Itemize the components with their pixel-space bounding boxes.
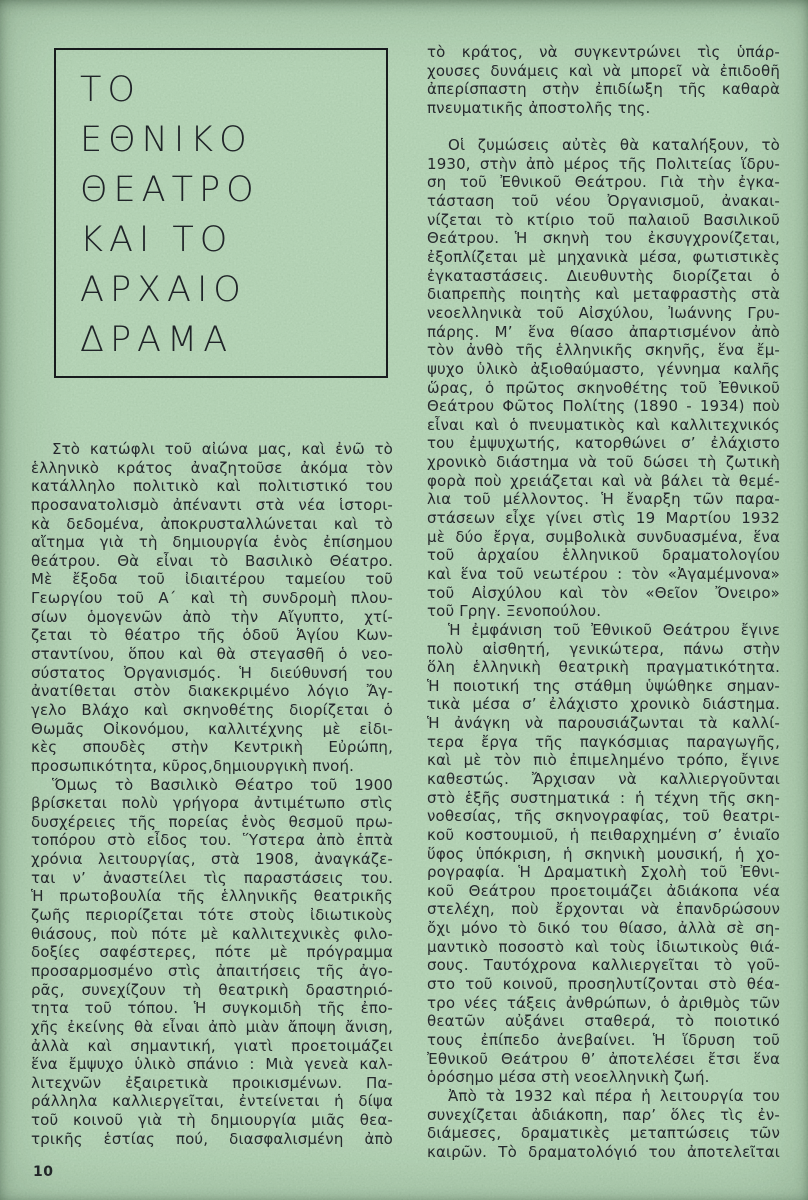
paragraph	[427, 1087, 780, 1162]
text-line: νίζεται τὸ κτίριο τοῦ παλαιοῦ Βασιλικοῦ	[427, 210, 780, 229]
text-line: γελο Βλάχο καὶ σκηνοθέτης διορίζεται ὁ	[31, 700, 393, 719]
text-line: προσωπικότητα, κῦρος,δημιουργικὴ πνοή.	[31, 756, 355, 775]
title-box	[54, 48, 388, 378]
text-line: καὶ ἕνα τοῦ νεωτέρου : τὸν «Ἀγαμέμνονα»	[427, 564, 780, 583]
text-line: σίων ὁμογενῶν ἀπὸ τὴν Αἴγυπτο, χτί-	[31, 607, 393, 626]
text-line: διαπρεπὴς ποιητὴς καὶ μεταφραστὴς στὰ	[427, 285, 780, 304]
text-line: χουσες δυνάμεις καὶ νὰ μπορεῖ νὰ ἐπιδοθῆ	[427, 61, 780, 80]
text-line: ψυχο ὑλικὸ ἀξιοθαύμαστο, γέννημα καλῆς	[427, 359, 780, 378]
text-line: τοῦ ἀρχαίου ἑλληνικοῦ δραματολογίου	[427, 546, 780, 565]
text-line: Ἡ πρωτοβουλία τῆς ἑλληνικῆς θεατρικῆς	[31, 887, 393, 906]
text-line: σους. Ταυτόχρονα καλλιεργεῖται τὸ γοῦ-	[427, 956, 780, 975]
text-line: μαντικὸ ποσοστὸ καὶ τοὺς ἰδιωτικοὺς θιά-	[427, 937, 780, 956]
text-line: κοῦ Θεάτρου προετοιμάζει ἀδιάκοπα νέα	[427, 881, 780, 900]
text-line: τοῦ Γρηγ. Ξενοπούλου.	[427, 602, 602, 621]
text-line: θεατῶν αὐξάνει σταθερά, τὸ ποιοτικό	[427, 1012, 780, 1031]
text-line: ἐγκαταστάσεις. Διευθυντὴς διορίζεται ὁ	[427, 266, 780, 285]
text-line: ράλληλα καλλιεργεῖται, ἐντείνεται ἡ δίψα	[31, 1092, 393, 1111]
text-line: τρο νέες τάξεις ἀνθρώπων, ὁ ἀριθμὸς τῶν	[427, 993, 780, 1012]
text-line: ἀλλὰ καὶ σημαντική, γιατὶ προετοιμάζει	[31, 1036, 393, 1055]
text-line: ἀπερίσπαστη στὴν ἐπιδίωξη τῆς καθαρὰ	[427, 80, 780, 99]
text-line: καιρῶν. Τὸ δραματολόγιό του ἀποτελεῖται	[427, 1142, 780, 1161]
title-line: ΑΡΧΑΙΟ	[80, 270, 247, 310]
text-line: κοῦ κοστουμιοῦ, ἡ πειθαρχημένη σ’ ἑνιαῖο	[427, 825, 780, 844]
paragraph	[427, 43, 780, 118]
text-line: λιτεχνῶν ἐξαιρετικὰ προικισμένων. Πα-	[31, 1073, 393, 1092]
left-column	[31, 440, 393, 1148]
text-line: στο τοῦ κοινοῦ, προσηλυτίζονται στὸ θέα-	[427, 975, 780, 994]
text-line: στάσεων εἶχε γίνει στὶς 19 Μαρτίου 1932	[427, 509, 780, 528]
text-line: ὥρας, ὁ πρῶτος σκηνοθέτης τοῦ Ἐθνικοῦ	[427, 378, 780, 397]
text-line: τὸ κράτος, νὰ συγκεντρώνει τὶς ὑπάρ-	[427, 43, 780, 61]
paragraph	[31, 440, 393, 776]
text-line: Θεάτρου Φῶτος Πολίτης (1890 - 1934) ποὺ	[427, 397, 780, 416]
text-line: ζωῆς περιορίζεται τότε στοὺς ἰδιωτικοὺς	[31, 906, 393, 925]
text-line: πολὺ αἰσθητή, γενικώτερα, πάνω στὴν	[427, 639, 780, 658]
text-line: ἕνα ἔμψυχο ὑλικὸ σπάνιο : Μιὰ γενεὰ καλ-	[31, 1055, 393, 1074]
text-line: βρίσκεται πολὺ γρήγορα ἀντιμέτωπο στὶς	[31, 794, 393, 813]
text-line: Ὅμως τὸ Βασιλικὸ Θέατρο τοῦ 1900	[52, 775, 393, 794]
text-line: Οἱ ζυμώσεις αὐτὲς θὰ καταλήξουν, τὸ	[448, 136, 780, 155]
title-line: ΚΑΙ ΤΟ	[80, 220, 234, 260]
title-line: ΔΡΑΜΑ	[80, 320, 234, 360]
text-line: τους ἐπίπεδο ἀνεβαίνει. Ἡ ἵδρυση τοῦ	[427, 1030, 780, 1049]
text-line: Θεάτρου. Ἡ σκηνὴ του ἐκσυγχρονίζεται,	[427, 229, 780, 248]
text-line: σταντίνου, ὅπου καὶ θὰ στεγασθῆ ὁ νεο-	[31, 645, 393, 664]
text-line: δοξίες σαφέστερες, πότε μὲ πρόγραμμα	[31, 943, 393, 962]
text-line: ται ν’ ἀναστείλει τὶς παραστάσεις του.	[31, 868, 393, 887]
text-line: διάμεσες, δραματικὲς μεταπτώσεις τῶν	[427, 1124, 780, 1143]
text-line: τοῦ κοινοῦ γιὰ τὴ δημιουργία μιᾶς θεα-	[31, 1111, 393, 1130]
text-line: στὸ ἑξῆς συστηματικά : ἡ τέχνη τῆς σκη-	[427, 788, 780, 807]
title-line: ΕΘΝΙΚΟ	[80, 120, 253, 160]
text-line: τρικῆς ἑστίας πού, διασφαλισμένη ἀπὸ	[31, 1129, 393, 1148]
text-line: κὰ δεδομένα, ἀποκρυσταλλώνεται καὶ τὸ	[31, 514, 393, 533]
text-line: τοπόρου στὸ εἶδος του. Ὕστερα ἀπὸ ἑπτὰ	[31, 831, 393, 850]
text-line: του ἐμψυχωτής, κατορθώνει σ’ ἐλάχιστο	[427, 434, 780, 453]
text-line: κατάλληλο πολιτικὸ καὶ πολιτιστικό του	[31, 477, 393, 496]
text-line: εἶναι καὶ ὁ πνευματικὸς καὶ καλλιτεχνικός	[427, 415, 780, 434]
text-line: τικὰ μέσα σ’ ἐλάχιστο χρονικὸ διάστημα.	[427, 695, 780, 714]
text-line: Γεωργίου τοῦ Α΄ καὶ τὴ συνδρομὴ πλου-	[31, 589, 393, 608]
text-line: καθεστώς. Ἄρχισαν νὰ καλλιεργοῦνται	[427, 769, 780, 788]
text-line: μὲ δύο ἔργα, συμβολικὰ συνδυασμένα, ἕνα	[427, 527, 780, 546]
text-line: Ἡ ποιοτική της στάθμη ὑψώθηκε σημαν-	[427, 676, 780, 695]
text-line: πνευματικῆς ἀποστολῆς της.	[427, 98, 651, 117]
text-line: δυσχέρειες τῆς πορείας ἑνὸς θεσμοῦ πρω-	[31, 812, 393, 831]
text-line: τάσταση τοῦ νέου Ὀργανισμοῦ, ἀνακαι-	[427, 192, 780, 211]
text-line: Μὲ ἔξοδα τοῦ ἰδιαιτέρου ταμείου τοῦ	[31, 570, 393, 589]
text-line: χῆς ἐκείνης θὰ εἶναι ἀπὸ μιὰν ἄποψη ἄνιση,	[31, 1017, 393, 1036]
text-line: τερα ἔργα τῆς παγκόσμιας παραγωγῆς,	[427, 732, 780, 751]
text-line: ρογραφία. Ἡ Δραματικὴ Σχολὴ τοῦ Ἐθνι-	[427, 863, 780, 882]
text-line: Θωμᾶς Οἰκονόμου, καλλιτέχνης μὲ εἰδι-	[31, 719, 393, 738]
text-line: προσαρμοσμένο στὶς ἀπαιτήσεις τῆς ἀγο-	[31, 961, 393, 980]
paragraph	[427, 136, 780, 621]
title-line: ΘΕΑΤΡΟ	[80, 170, 260, 210]
text-line: ἑλληνικὸ κράτος ἀναζητοῦσε ἀκόμα τὸν	[31, 458, 393, 477]
text-line: τοῦ Αἰσχύλου καὶ τὸν «Θεῖον Ὄνειρο»	[427, 583, 780, 602]
text-line: Ἀπὸ τὰ 1932 καὶ πέρα ἡ λειτουργία του	[448, 1086, 780, 1105]
text-line: ρᾶς, συνεχίζουν τὴ θεατρικὴ δραστηριό-	[31, 980, 393, 999]
text-line: συνεχίζεται ἀδιάκοπη, παρ’ ὅλες τὶς ἐν-	[427, 1105, 780, 1124]
text-line: ὄχι μόνο τὸ δικό του θίασο, ἀλλὰ σὲ ση-	[427, 919, 780, 938]
text-line: αἴτημα γιὰ τὴ δημιουργία ἑνὸς ἐπίσημου	[31, 533, 393, 552]
text-line: νεοελληνικὰ τοῦ Αἰσχύλου, Ἰωάννης Γρυ-	[427, 303, 780, 322]
text-line: Ἐθνικοῦ Θεάτρου θ’ ἀποτελέσει ἔτσι ἕνα	[427, 1049, 780, 1068]
text-line: ἀνατίθεται στὸν διακεκριμένο λόγιο Ἄγ-	[31, 682, 393, 701]
text-line: λια τοῦ μέλλοντος. Ἡ ἔναρξη τῶν παρα-	[427, 490, 780, 509]
text-line: Ἡ ἀνάγκη νὰ παρουσιάζωνται τὰ καλλί-	[427, 714, 780, 733]
text-line: προσανατολισμὸ ἀπέναντι στὰ νέα ἱστορι-	[31, 495, 393, 514]
text-line: ζεται τὸ θέατρο τῆς ὁδοῦ Ἁγίου Κων-	[31, 626, 393, 645]
text-line: Ἡ ἐμφάνιση τοῦ Ἐθνικοῦ Θεάτρου ἔγινε	[448, 620, 780, 639]
paragraph	[427, 621, 780, 1087]
text-line: στελέχη, ποὺ ἔρχονται νὰ ἐπανδρώσουν	[427, 900, 780, 919]
right-column	[427, 43, 780, 1161]
page-number: 10	[33, 1164, 54, 1180]
text-line: πάρης. Μ’ ἕνα θίασο ἀπαρτισμένον ἀπὸ	[427, 322, 780, 341]
text-line: φορὰ ποὺ χρειάζεται καὶ νὰ βάλει τὰ θεμέ-	[427, 471, 780, 490]
text-line: ὁρόσημο μέσα στὴ νεοελληνικὴ ζωή.	[427, 1068, 710, 1087]
text-line: ὕφος ὑπόκριση, ἡ σκηνικὴ μουσική, ἡ χο-	[427, 844, 780, 863]
text-line: 1930, στὴν ἀπὸ μέρος τῆς Πολιτείας ἵδρυ-	[427, 154, 780, 173]
text-line: τὸν ἀνθὸ τῆς ἑλληνικῆς σκηνῆς, ἕνα ἔμ-	[427, 341, 780, 360]
text-line: ἐξοπλίζεται μὲ μηχανικὰ μέσα, φωτιστικὲς	[427, 248, 780, 267]
text-line: ση τοῦ Ἐθνικοῦ Θεάτρου. Γιὰ τὴν ἐγκα-	[427, 173, 780, 192]
paragraph	[31, 776, 393, 1149]
text-line: Στὸ κατώφλι τοῦ αἰώνα μας, καὶ ἐνῶ τὸ	[52, 440, 393, 458]
text-line: καὶ μὲ τὸν πιὸ ἐπιμελημένο τρόπο, ἔγινε	[427, 751, 780, 770]
text-line: χρονικὸ διάστημα νὰ τοῦ δώσει τὴ ζωτικὴ	[427, 453, 780, 472]
text-line: τητα τοῦ τόπου. Ἡ συγκομιδὴ τῆς ἐπο-	[31, 999, 393, 1018]
title-line: ΤΟ	[80, 70, 141, 110]
text-line: νοθεσίας, τῆς σκηνογραφίας, τοῦ θεατρι-	[427, 807, 780, 826]
text-line: ὅλη ἑλληνικὴ θεατρικὴ πραγματικότητα.	[427, 658, 780, 677]
text-line: χρόνια λειτουργίας, στὰ 1908, ἀναγκάζε-	[31, 850, 393, 869]
text-line: σύστατος Ὀργανισμός. Ἡ διεύθυνσή του	[31, 663, 393, 682]
text-line: θεάτρου. Θὰ εἶναι τὸ Βασιλικὸ Θέατρο.	[31, 551, 393, 570]
text-line: κὲς σπουδὲς στὴν Κεντρικὴ Εὐρώπη,	[31, 738, 393, 757]
text-line: θιάσους, ποὺ πότε μὲ καλλιτεχνικὲς φιλο-	[31, 924, 393, 943]
